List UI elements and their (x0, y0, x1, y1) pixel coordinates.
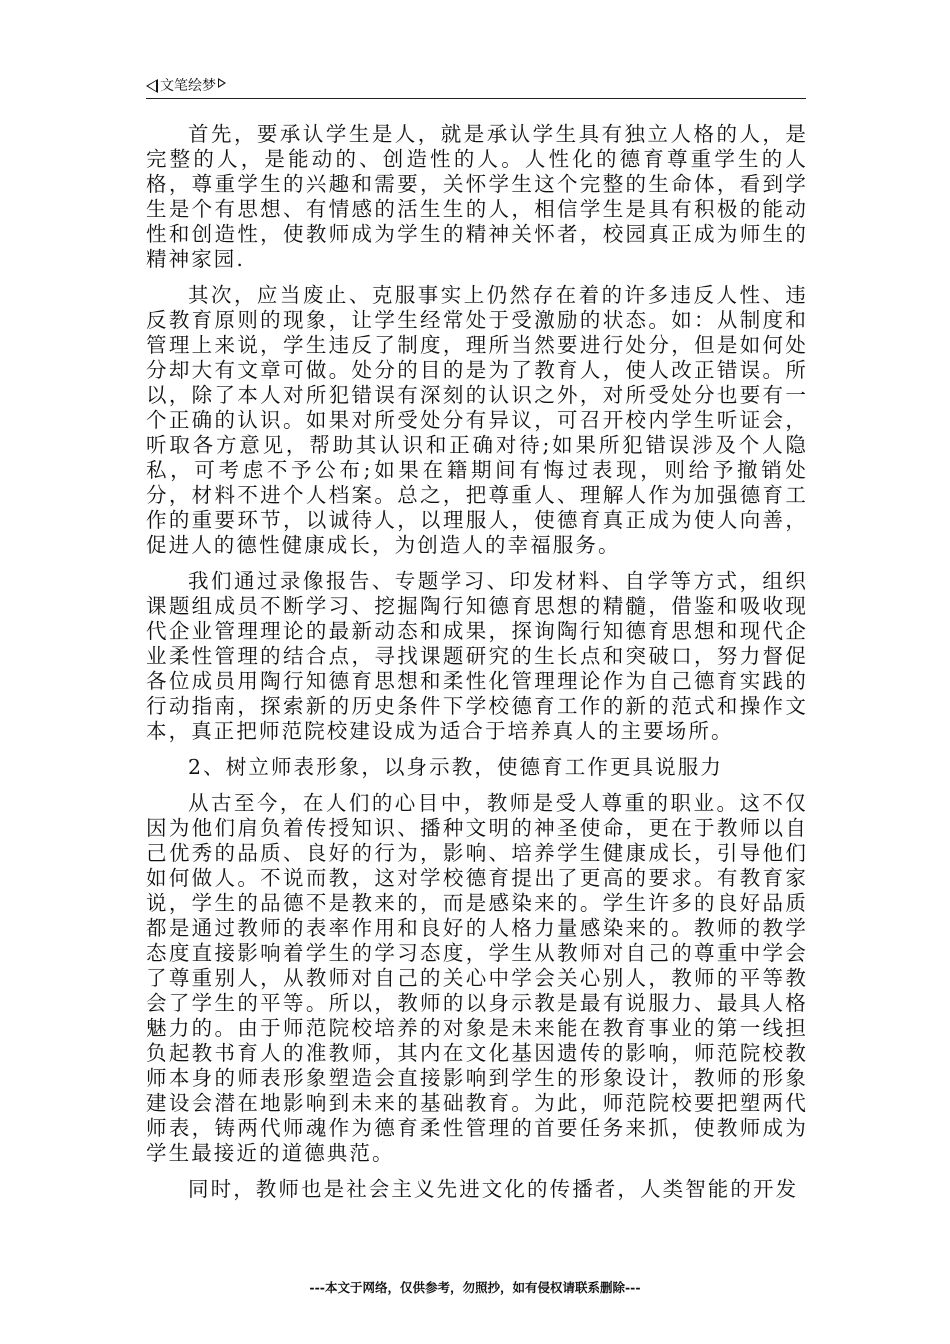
paragraph-study-methods: 我们通过录像报告、专题学习、印发材料、自学等方式，组织课题组成员不断学习、挖掘陶行知德育思想的精髓，借鉴和吸收现代企业管理理论的最新动态和成果，探询陶行知德育思想和现代企业柔性管理的结合点，寻找课题研究的生长点和突破口，努力督促各位成员用陶行知德育思想和柔性化管理理论作为自己德育实践的行动指南，探索新的历史条件下学校德育工作的新的范式和操作文本，真正把师范院校建设成为适合于培养真人的主要场所。 (146, 569, 808, 743)
page-header (146, 76, 806, 98)
header-logo (146, 76, 226, 96)
paragraph-teacher-image: 从古至今，在人们的心目中，教师是受人尊重的职业。这不仅因为他们肩负着传授知识、播种文明的神圣使命，更在于教师以自己优秀的品质、良好的行为，影响、培养学生健康成长，引导他们如何做人。不说而教，这对学校德育提出了更高的要求。有教育家说，学生的品德不是教来的，而是感染来的。学生许多的良好品质都是通过教师的表率作用和良好的人格力量感染来的。教师的教学态度直接影响着学生的学习态度，学生从教师对自己的尊重中学会了尊重别人，从教师对自己的关心中学会关心别人，教师的平等教会了学生的平等。所以，教师的以身示教是最有说服力、最具人格魅力的。由于师范院校培养的对象是未来能在教育事业的第一线担负起教书育人的准教师，其内在文化基因遗传的影响，师范院校教师本身的师表形象塑造会直接影响到学生的形象设计，教师的形象建设会潜在地影响到未来的基础教育。为此，师范院校要把塑两代师表，铸两代师魂作为德育柔性管理的首要任务来抓，使教师成为学生最接近的道德典范。 (146, 791, 808, 1165)
paragraph-respect-students: 首先，要承认学生是人，就是承认学生具有独立人格的人，是完整的人，是能动的、创造性的人。人性化的德育尊重学生的人格，尊重学生的兴趣和需要，关怀学生这个完整的生命体，看到学生是个有思想、有情感的活生生的人，相信学生是具有积极的能动性和创造性，使教师成为学生的精神关怀者，校园真正成为师生的精神家园. (146, 122, 808, 271)
document-body (146, 122, 808, 1213)
header-divider (146, 98, 806, 99)
section-heading: 2、树立师表形象，以身示教，使德育工作更具说服力 (188, 755, 723, 779)
paragraph-teacher-culture: 同时，教师也是社会主义先进文化的传播者，人类智能的开发 (188, 1177, 799, 1201)
left-triangle-icon (146, 79, 158, 93)
right-triangle-icon (218, 78, 226, 88)
page-footer: ---本文于网络，仅供参考，勿照抄，如有侵权请联系删除--- (309, 1280, 641, 1295)
paragraph-abolish-violations: 其次，应当废止、克服事实上仍然存在着的许多违反人性、违反教育原则的现象，让学生经常处于受激励的状态。如：从制度和管理上来说，学生违反了制度，理所当然要进行处分，但是如何处分却大有文章可做。处分的目的是为了教育人，使人改正错误。所以，除了本人对所犯错误有深刻的认识之外，对所受处分也要有一个正确的认识。如果对所受处分有异议，可召开校内学生听证会，听取各方意见，帮助其认识和正确对待;如果所犯错误涉及个人隐私，可考虑不予公布;如果在籍期间有悔过表现，则给予撤销处分，材料不进个人档案。总之，把尊重人、理解人作为加强德育工作的重要环节，以诚待人，以理服人，使德育真正成为使人向善，促进人的德性健康成长，为创造人的幸福服务。 (146, 283, 808, 557)
header-title: 文笔绘梦 (160, 78, 216, 94)
